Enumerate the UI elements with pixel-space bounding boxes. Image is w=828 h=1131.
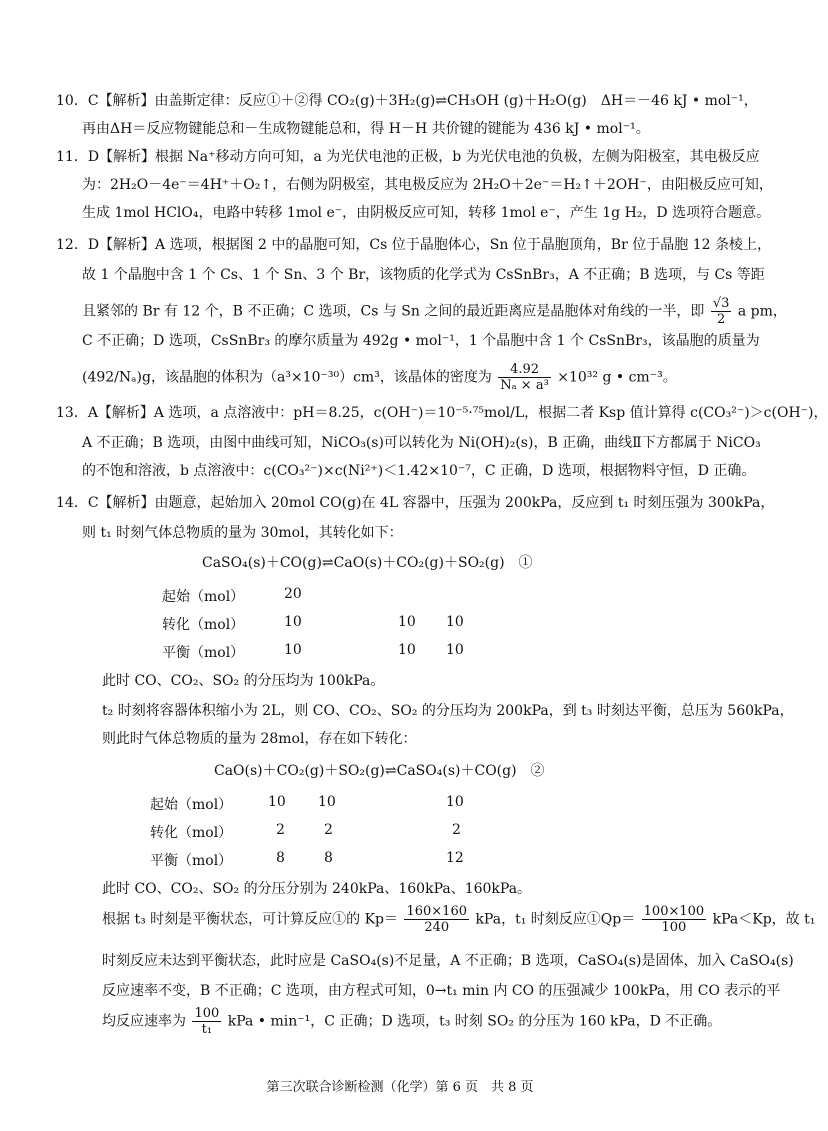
cell-co: 10	[284, 642, 302, 658]
fraction-denominator: 100	[661, 920, 687, 935]
fraction-denominator: Nₐ × a³	[500, 378, 549, 393]
cell-co: 10	[284, 614, 302, 630]
q12-line1: 12．D【解析】A 选项，根据图 2 中的晶胞可知，Cs 位于晶胞体心，Sn 位于晶胞顶角，Br 位于晶胞 12 条棱上，	[56, 237, 771, 253]
cell-co2: 8	[276, 850, 285, 866]
q12-line5-tail: ×10³² g • cm⁻³。	[557, 369, 677, 386]
fraction-numerator: √3	[712, 296, 730, 311]
q14-equation-1: CaSO₄(s)＋CO(g)⇌CaO(s)＋CO₂(g)＋SO₂(g) ①	[202, 555, 533, 571]
q14-line3: t₂ 时刻将容器体积缩小为 2L，则 CO、CO₂、SO₂ 的分压均为 200kPa，到 t₃ 时刻达平衡，总压为 560kPa，	[102, 703, 794, 719]
q14-rate-line	[102, 1006, 721, 1037]
rate-prefix: 均反应速率为	[102, 1013, 186, 1030]
sqrt3-over-2-fraction	[711, 296, 732, 327]
kp-fraction	[404, 904, 469, 935]
q12-line3	[82, 296, 787, 327]
rate-fraction	[192, 1006, 221, 1037]
fraction-denominator: 2	[716, 312, 726, 327]
density-fraction	[498, 362, 551, 393]
q14-line2: 则 t₁ 时刻气体总物质的量为 30mol，其转化如下：	[82, 525, 403, 541]
cell-so2: 2	[324, 822, 333, 838]
rate-tail: kPa • min⁻¹，C 正确；D 选项，t₃ 时刻 SO₂ 的分压为 160 kPa，D 不正确。	[227, 1013, 722, 1030]
kp-prefix: 根据 t₃ 时刻是平衡状态，可计算反应①的 Kp＝	[102, 911, 399, 928]
q12-line5	[82, 362, 677, 393]
q10-line2: 再由ΔH＝反应物键能总和－生成物键能总和，得 H－H 共价键的键能为 436 kJ • mol⁻¹。	[82, 121, 650, 137]
q14-equation-2: CaO(s)＋CO₂(g)＋SO₂(g)⇌CaSO₄(s)＋CO(g) ②	[214, 763, 545, 779]
q12-line4: C 不正确；D 选项，CsSnBr₃ 的摩尔质量为 492g • mol⁻¹，1 个晶胞中含 1 个 CsSnBr₃，该晶胞的质量为	[82, 333, 760, 349]
kp-mid: kPa，t₁ 时刻反应①Qp＝	[475, 911, 636, 928]
q12-line5-text: (492/Nₐ)g，该晶胞的体积为（a³×10⁻³⁰）cm³，该晶体的密度为	[82, 369, 492, 386]
fraction-denominator: 240	[424, 920, 450, 935]
row-label: 转化（mol）	[150, 825, 233, 841]
q12-line3-text: 且紧邻的 Br 有 12 个，B 不正确；C 选项，Cs 与 Sn 之间的最近距离应是晶胞体对角线的一半，即	[82, 303, 705, 320]
fraction-numerator: 160×160	[406, 904, 467, 919]
qp-fraction	[642, 904, 707, 935]
q12-line3-tail: a pm，	[737, 303, 787, 320]
cell-co2: 10	[398, 614, 416, 630]
cell-so2: 10	[446, 642, 464, 658]
cell-so2: 8	[324, 850, 333, 866]
cell-co: 2	[452, 822, 461, 838]
cell-so2: 10	[446, 614, 464, 630]
q13-line3: 的不饱和溶液，b 点溶液中：c(CO₃²⁻)×c(Ni²⁺)＜1.42×10⁻⁷，C 正确，D 选项，根据物料守恒，D 正确。	[82, 463, 756, 479]
fraction-numerator: 4.92	[498, 362, 551, 378]
q11-line3: 生成 1mol HClO₄，电路中转移 1mol e⁻，由阴极反应可知，转移 1mol e⁻，产生 1g H₂，D 选项符合题意。	[82, 205, 771, 221]
q11-line2: 为：2H₂O－4e⁻＝4H⁺＋O₂↑，右侧为阴极室，其电极反应为 2H₂O＋2e⁻＝H₂↑＋2OH⁻，由阳极反应可知，	[82, 177, 773, 193]
cell-co: 10	[446, 794, 464, 810]
fraction-denominator: t₁	[201, 1022, 213, 1037]
q14-line5: 时刻反应未达到平衡状态，此时应是 CaSO₄(s)不足量，A 不正确；B 选项，CaSO₄(s)是固体，加入 CaSO₄(s)	[102, 953, 794, 969]
q10-line1: 10．C【解析】由盖斯定律：反应①＋②得 CO₂(g)＋3H₂(g)⇌CH₃OH (g)＋H₂O(g) ΔH＝－46 kJ • mol⁻¹，	[56, 93, 758, 109]
row-label: 转化（mol）	[162, 617, 245, 633]
fraction-numerator: 100×100	[643, 904, 705, 919]
q14-line1: 14．C【解析】由题意，起始加入 20mol CO(g)在 4L 容器中，压强为 200kPa，反应到 t₁ 时刻压强为 300kPa，	[56, 495, 775, 511]
q12-line2: 故 1 个晶胞中含 1 个 Cs、1 个 Sn、3 个 Br，该物质的化学式为 CsSnBr₃，A 不正确；B 选项，与 Cs 等距	[82, 267, 765, 283]
row-label: 起始（mol）	[150, 797, 233, 813]
cell-so2: 10	[318, 794, 336, 810]
cell-co2: 10	[268, 794, 286, 810]
fraction-numerator: 100	[194, 1006, 220, 1021]
q11-line1: 11．D【解析】根据 Na⁺移动方向可知，a 为光伏电池的正极，b 为光伏电池的负极，左侧为阳极室，其电极反应	[56, 149, 760, 165]
q14-kp-line	[102, 904, 815, 935]
q14-line6: 反应速率不变，B 不正确；C 选项，由方程式可知，0→t₁ min 内 CO 的压强减少 100kPa，用 CO 表示的平	[102, 983, 781, 999]
row-label: 平衡（mol）	[162, 645, 245, 661]
page-footer: 第三次联合诊断检测（化学）第 6 页 共 8 页	[266, 1080, 534, 1095]
q14-after-table-2: 此时 CO、CO₂、SO₂ 的分压分别为 240kPa、160kPa、160kPa。	[102, 881, 532, 897]
cell-co: 12	[446, 850, 464, 866]
q13-line1: 13．A【解析】A 选项，a 点溶液中：pH＝8.25，c(OH⁻)＝10⁻⁵·⁷⁵mol/L，根据二者 Ksp 值计算得 c(CO₃²⁻)＞c(OH⁻)，	[56, 405, 828, 421]
row-label: 平衡（mol）	[150, 853, 233, 869]
kp-tail: kPa＜Kp，故 t₁	[712, 911, 816, 928]
cell-co: 20	[284, 586, 302, 602]
cell-co2: 10	[398, 642, 416, 658]
q14-line4: 则此时气体总物质的量为 28mol，存在如下转化：	[102, 731, 417, 747]
cell-co2: 2	[276, 822, 285, 838]
q14-after-table-1: 此时 CO、CO₂、SO₂ 的分压均为 100kPa。	[102, 673, 385, 689]
q13-line2: A 不正确；B 选项，由图中曲线可知，NiCO₃(s)可以转化为 Ni(OH)₂(s)，B 正确，曲线Ⅱ下方都属于 NiCO₃	[82, 435, 761, 451]
row-label: 起始（mol）	[162, 589, 245, 605]
